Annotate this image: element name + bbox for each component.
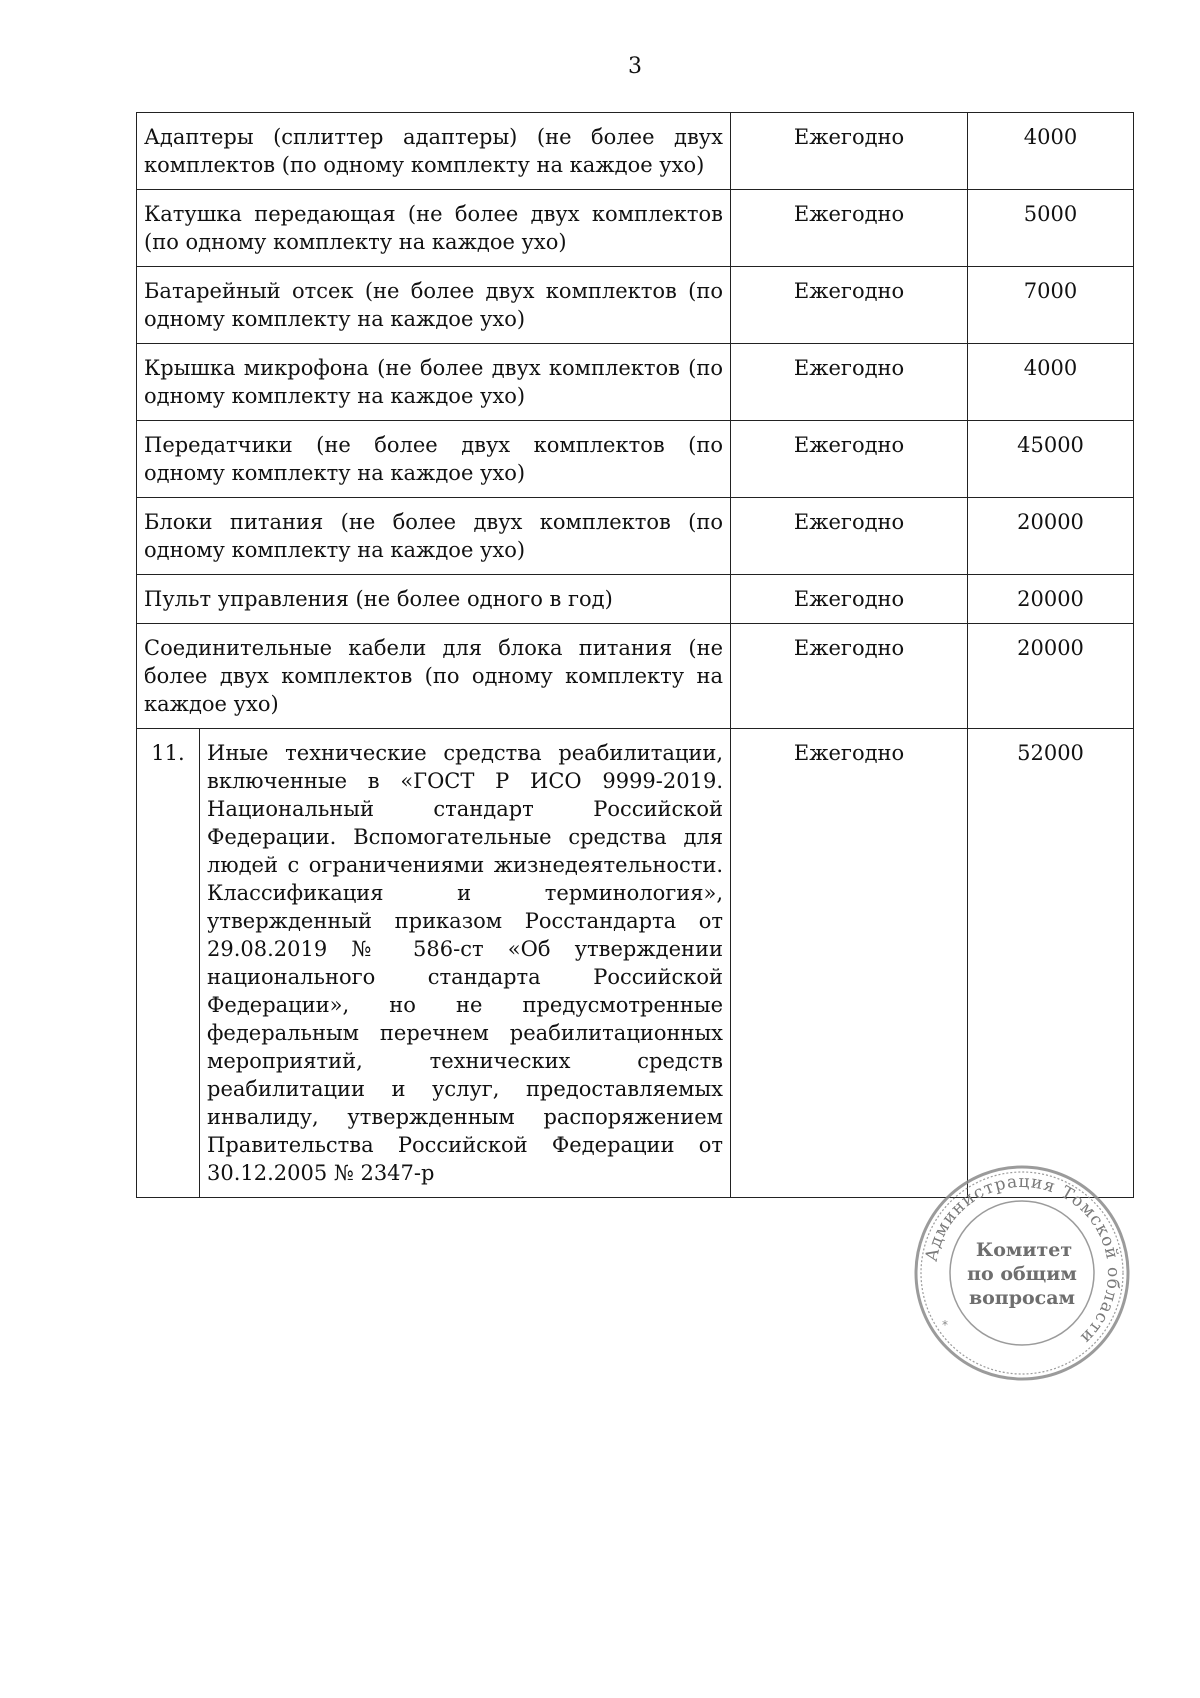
items-table — [136, 112, 1134, 1198]
item-description: Катушка передающая (не более двух комплектов (по одному комплекту на каждое ухо) — [137, 190, 731, 267]
item-frequency: Ежегодно — [731, 624, 968, 729]
item-frequency: Ежегодно — [731, 190, 968, 267]
table-row-numbered — [137, 729, 1134, 1198]
item-frequency: Ежегодно — [731, 575, 968, 624]
stamp-star: * — [942, 1318, 948, 1332]
page-number: 3 — [628, 54, 642, 79]
table-row — [137, 344, 1134, 421]
item-amount: 5000 — [968, 190, 1134, 267]
row-number: 11. — [137, 729, 200, 1198]
item-amount: 7000 — [968, 267, 1134, 344]
item-description: Батарейный отсек (не более двух комплектов (по одному комплекту на каждое ухо) — [137, 267, 731, 344]
table-row — [137, 498, 1134, 575]
table-row — [137, 575, 1134, 624]
item-description: Иные технические средства реабилитации, включенные в «ГОСТ Р ИСО 9999-2019. Национальный стандарт Российской Федерации. Вспомогательные средства для людей с ограничениями жизнедеятельности. Классификация и терминология», утвержденный приказом Росстандарта от 29.08.2019 № 586-ст «Об утверждении национального стандарта Российской Федерации», но не предусмотренные федеральным перечнем реабилитационных мероприятий, технических средств реабилитации и услуг, предоставляемых инвалиду, утвержденным распоряжением Правительства Российской Федерации от 30.12.2005 № 2347-р — [200, 729, 731, 1198]
item-amount: 20000 — [968, 575, 1134, 624]
table-row — [137, 267, 1134, 344]
item-frequency: Ежегодно — [731, 344, 968, 421]
stamp-center-line: вопросам — [968, 1287, 1076, 1309]
stamp-center-line: по общим — [967, 1263, 1077, 1285]
item-frequency: Ежегодно — [731, 498, 968, 575]
item-frequency: Ежегодно — [731, 267, 968, 344]
item-description: Соединительные кабели для блока питания (не более двух комплектов (по одному комплекту на каждое ухо) — [137, 624, 731, 729]
stamp-ring-text: Администрация Томской области — [921, 1171, 1124, 1349]
item-frequency: Ежегодно — [731, 113, 968, 190]
stamp-center-line: Комитет — [975, 1239, 1073, 1261]
table-row — [137, 190, 1134, 267]
table-row — [137, 113, 1134, 190]
item-description: Передатчики (не более двух комплектов (по одному комплекту на каждое ухо) — [137, 421, 731, 498]
item-description: Блоки питания (не более двух комплектов (по одному комплекту на каждое ухо) — [137, 498, 731, 575]
item-description: Пульт управления (не более одного в год) — [137, 575, 731, 624]
item-amount: 4000 — [968, 344, 1134, 421]
item-amount: 20000 — [968, 624, 1134, 729]
table-row — [137, 421, 1134, 498]
item-amount: 4000 — [968, 113, 1134, 190]
item-amount: 45000 — [968, 421, 1134, 498]
item-amount: 52000 — [968, 729, 1134, 1198]
item-frequency: Ежегодно — [731, 729, 968, 1198]
item-description: Крышка микрофона (не более двух комплектов (по одному комплекту на каждое ухо) — [137, 344, 731, 421]
item-description: Адаптеры (сплиттер адаптеры) (не более двух комплектов (по одному комплекту на каждое ухо) — [137, 113, 731, 190]
item-frequency: Ежегодно — [731, 421, 968, 498]
item-amount: 20000 — [968, 498, 1134, 575]
official-stamp — [912, 1163, 1132, 1383]
table-row — [137, 624, 1134, 729]
